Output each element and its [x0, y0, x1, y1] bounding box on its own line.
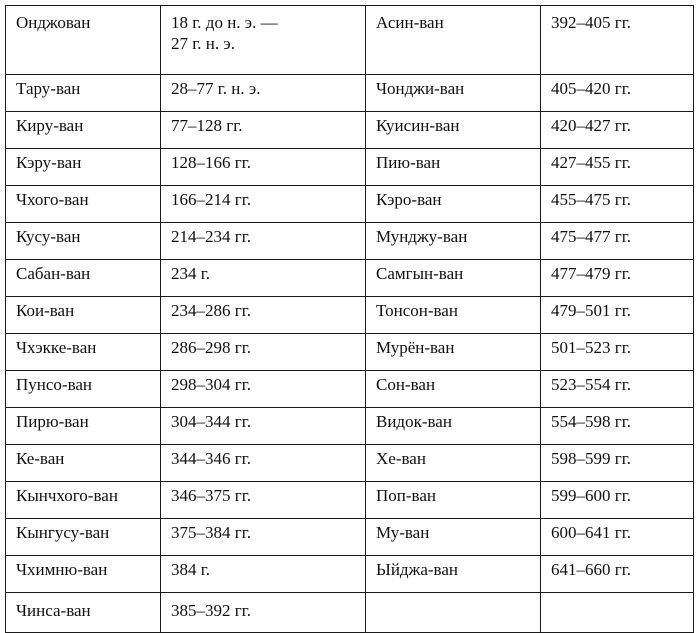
reign-years-cell: 598–599 гг. [541, 445, 694, 482]
ruler-name-cell: Сон-ван [366, 371, 541, 408]
reign-years-cell: 128–166 гг. [161, 149, 366, 186]
table-row [6, 260, 694, 297]
reign-years-cell: 375–384 гг. [161, 519, 366, 556]
reign-years-cell: 166–214 гг. [161, 186, 366, 223]
table-row [6, 75, 694, 112]
ruler-name-cell: Киру-ван [6, 112, 161, 149]
reign-years-cell: 304–344 гг. [161, 408, 366, 445]
reign-years-cell: 501–523 гг. [541, 334, 694, 371]
ruler-name-cell: Кэру-ван [6, 149, 161, 186]
reign-years-cell: 455–475 гг. [541, 186, 694, 223]
reign-years-cell: 346–375 гг. [161, 482, 366, 519]
table-row [6, 149, 694, 186]
reign-years-cell: 234–286 гг. [161, 297, 366, 334]
empty-cell [541, 593, 694, 633]
reign-years-cell: 554–598 гг. [541, 408, 694, 445]
ruler-name-cell: Му-ван [366, 519, 541, 556]
reign-years-cell: 600–641 гг. [541, 519, 694, 556]
reign-years-cell: 477–479 гг. [541, 260, 694, 297]
ruler-name-cell: Видок-ван [366, 408, 541, 445]
reign-years-cell: 475–477 гг. [541, 223, 694, 260]
ruler-name-cell: Чхого-ван [6, 186, 161, 223]
table-row [6, 297, 694, 334]
table-row [6, 371, 694, 408]
ruler-name-cell: Мунджу-ван [366, 223, 541, 260]
ruler-name-cell: Кои-ван [6, 297, 161, 334]
reign-years-cell: 234 г. [161, 260, 366, 297]
reign-years-cell: 384 г. [161, 556, 366, 593]
reign-years-cell: 385–392 гг. [161, 593, 366, 633]
table-row [6, 186, 694, 223]
ruler-name-cell: Онджован [6, 6, 161, 75]
ruler-name-cell: Чонджи-ван [366, 75, 541, 112]
reign-years-cell: 479–501 гг. [541, 297, 694, 334]
ruler-name-cell: Мурён-ван [366, 334, 541, 371]
ruler-name-cell: Кынчхого-ван [6, 482, 161, 519]
ruler-name-cell: Чхэкке-ван [6, 334, 161, 371]
reign-years-cell: 77–128 гг. [161, 112, 366, 149]
ruler-name-cell: Хе-ван [366, 445, 541, 482]
table-row [6, 223, 694, 260]
table-row [6, 593, 694, 633]
ruler-name-cell: Сабан-ван [6, 260, 161, 297]
reign-years-cell: 420–427 гг. [541, 112, 694, 149]
reign-years-cell: 344–346 гг. [161, 445, 366, 482]
ruler-name-cell: Чинса-ван [6, 593, 161, 633]
rulers-table-body [6, 6, 694, 633]
ruler-name-cell: Асин-ван [366, 6, 541, 75]
table-row [6, 408, 694, 445]
table-row [6, 334, 694, 371]
ruler-name-cell: Куисин-ван [366, 112, 541, 149]
table-row [6, 482, 694, 519]
reign-years-line: 27 г. н. э. [171, 34, 235, 53]
reign-years-cell: 28–77 г. н. э. [161, 75, 366, 112]
ruler-name-cell: Ыйджа-ван [366, 556, 541, 593]
ruler-name-cell: Кэро-ван [366, 186, 541, 223]
ruler-name-cell: Пирю-ван [6, 408, 161, 445]
reign-years-cell [161, 6, 366, 75]
reign-years-cell: 405–420 гг. [541, 75, 694, 112]
ruler-name-cell: Кынгусу-ван [6, 519, 161, 556]
ruler-name-cell: Поп-ван [366, 482, 541, 519]
table-row [6, 445, 694, 482]
table-row [6, 519, 694, 556]
rulers-table [5, 5, 694, 633]
ruler-name-cell: Кусу-ван [6, 223, 161, 260]
ruler-name-cell: Самгын-ван [366, 260, 541, 297]
reign-years-cell: 641–660 гг. [541, 556, 694, 593]
reign-years-cell: 214–234 гг. [161, 223, 366, 260]
reign-years-cell: 523–554 гг. [541, 371, 694, 408]
table-row [6, 112, 694, 149]
table-row [6, 556, 694, 593]
reign-years-cell: 286–298 гг. [161, 334, 366, 371]
reign-years-cell: 392–405 гг. [541, 6, 694, 75]
ruler-name-cell: Чхимню-ван [6, 556, 161, 593]
reign-years-cell: 599–600 гг. [541, 482, 694, 519]
ruler-name-cell: Ке-ван [6, 445, 161, 482]
empty-cell [366, 593, 541, 633]
ruler-name-cell: Пию-ван [366, 149, 541, 186]
ruler-name-cell: Пунсо-ван [6, 371, 161, 408]
ruler-name-cell: Тонсон-ван [366, 297, 541, 334]
reign-years-cell: 298–304 гг. [161, 371, 366, 408]
table-row [6, 6, 694, 75]
reign-years-cell: 427–455 гг. [541, 149, 694, 186]
ruler-name-cell: Тару-ван [6, 75, 161, 112]
reign-years-line: 18 г. до н. э. — [171, 13, 278, 32]
